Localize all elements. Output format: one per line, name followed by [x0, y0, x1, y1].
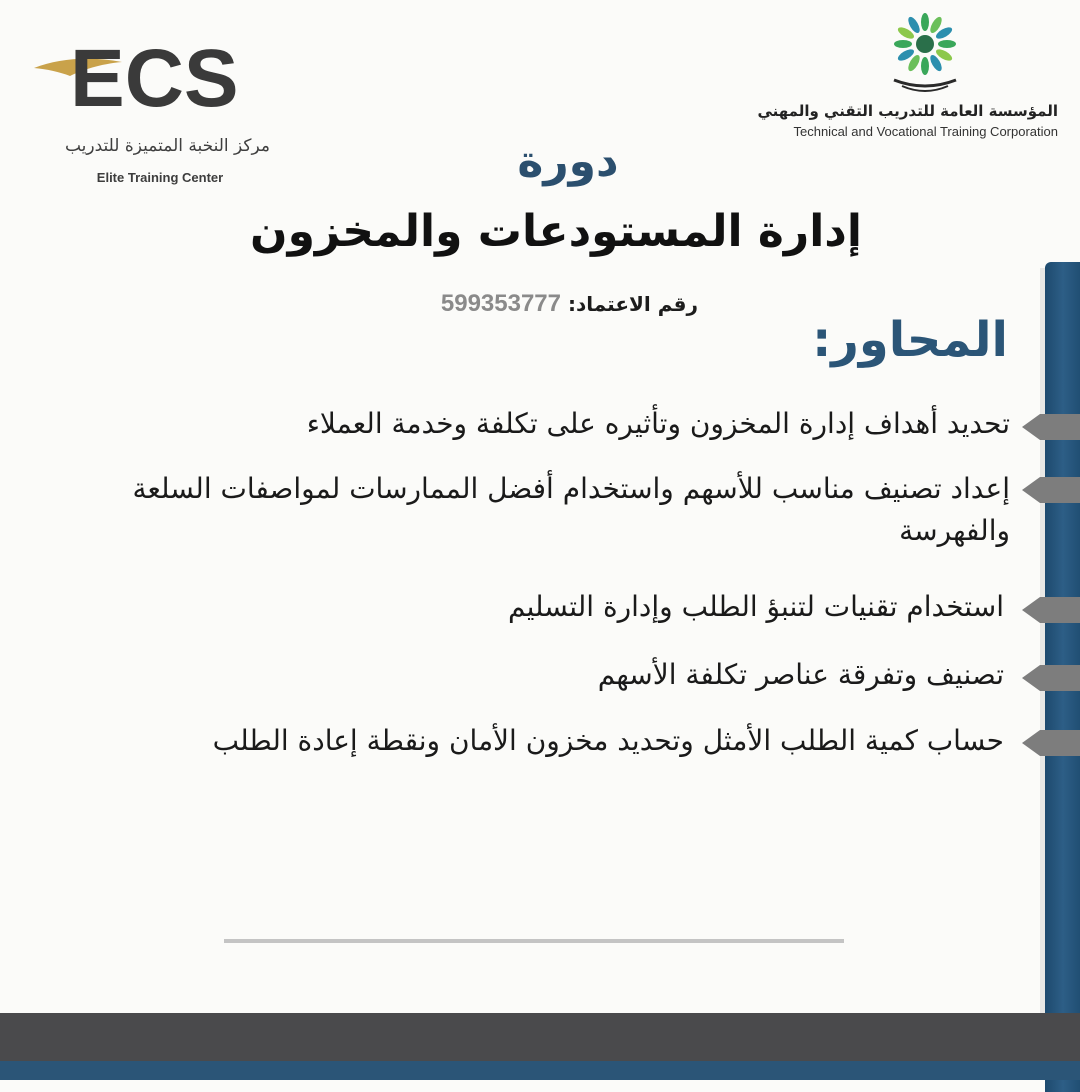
course-title: إدارة المستودعات والمخزون	[250, 206, 862, 257]
arrow-bullet-icon	[1022, 665, 1080, 691]
footer-band-dark	[0, 1013, 1080, 1061]
topic-text: تصنيف وتفرقة عناصر تكلفة الأسهم	[597, 658, 1004, 691]
arrow-bullet-icon	[1022, 477, 1080, 503]
divider-line	[224, 939, 844, 943]
course-label: دورة	[517, 136, 619, 187]
tvtc-arabic-name: المؤسسة العامة للتدريب التقني والمهني	[757, 102, 1058, 120]
topic-text: تحديد أهداف إدارة المخزون وتأثيره على تكلفة وخدمة العملاء	[306, 407, 1010, 440]
tvtc-emblem-icon	[888, 8, 962, 94]
svg-text:ECS: ECS	[70, 33, 239, 118]
arrow-bullet-icon	[1022, 597, 1080, 623]
ecs-logo-mark	[30, 28, 280, 118]
accreditation-label: رقم الاعتماد:	[567, 292, 698, 316]
axes-heading: المحاور:	[812, 312, 1008, 368]
topic-text: إعداد تصنيف مناسب للأسهم واستخدام أفضل الممارسات لمواصفات السلعة والفهرسة	[132, 472, 1010, 547]
arrow-bullet-icon	[1022, 730, 1080, 756]
accreditation-number: 599353777	[440, 290, 562, 317]
footer-band-blue	[0, 1061, 1080, 1080]
topics-list	[0, 398, 1080, 778]
tvtc-english-name: Technical and Vocational Training Corporation	[793, 124, 1058, 139]
accreditation-line	[441, 290, 698, 318]
topic-text: استخدام تقنيات لتنبؤ الطلب وإدارة التسليم	[507, 590, 1004, 623]
arrow-bullet-icon	[1022, 414, 1080, 440]
ecs-arabic-name: مركز النخبة المتميزة للتدريب	[64, 136, 270, 156]
ecs-english-name: Elite Training Center	[96, 170, 224, 185]
topic-text: حساب كمية الطلب الأمثل وتحديد مخزون الأمان ونقطة إعادة الطلب	[212, 724, 1004, 757]
